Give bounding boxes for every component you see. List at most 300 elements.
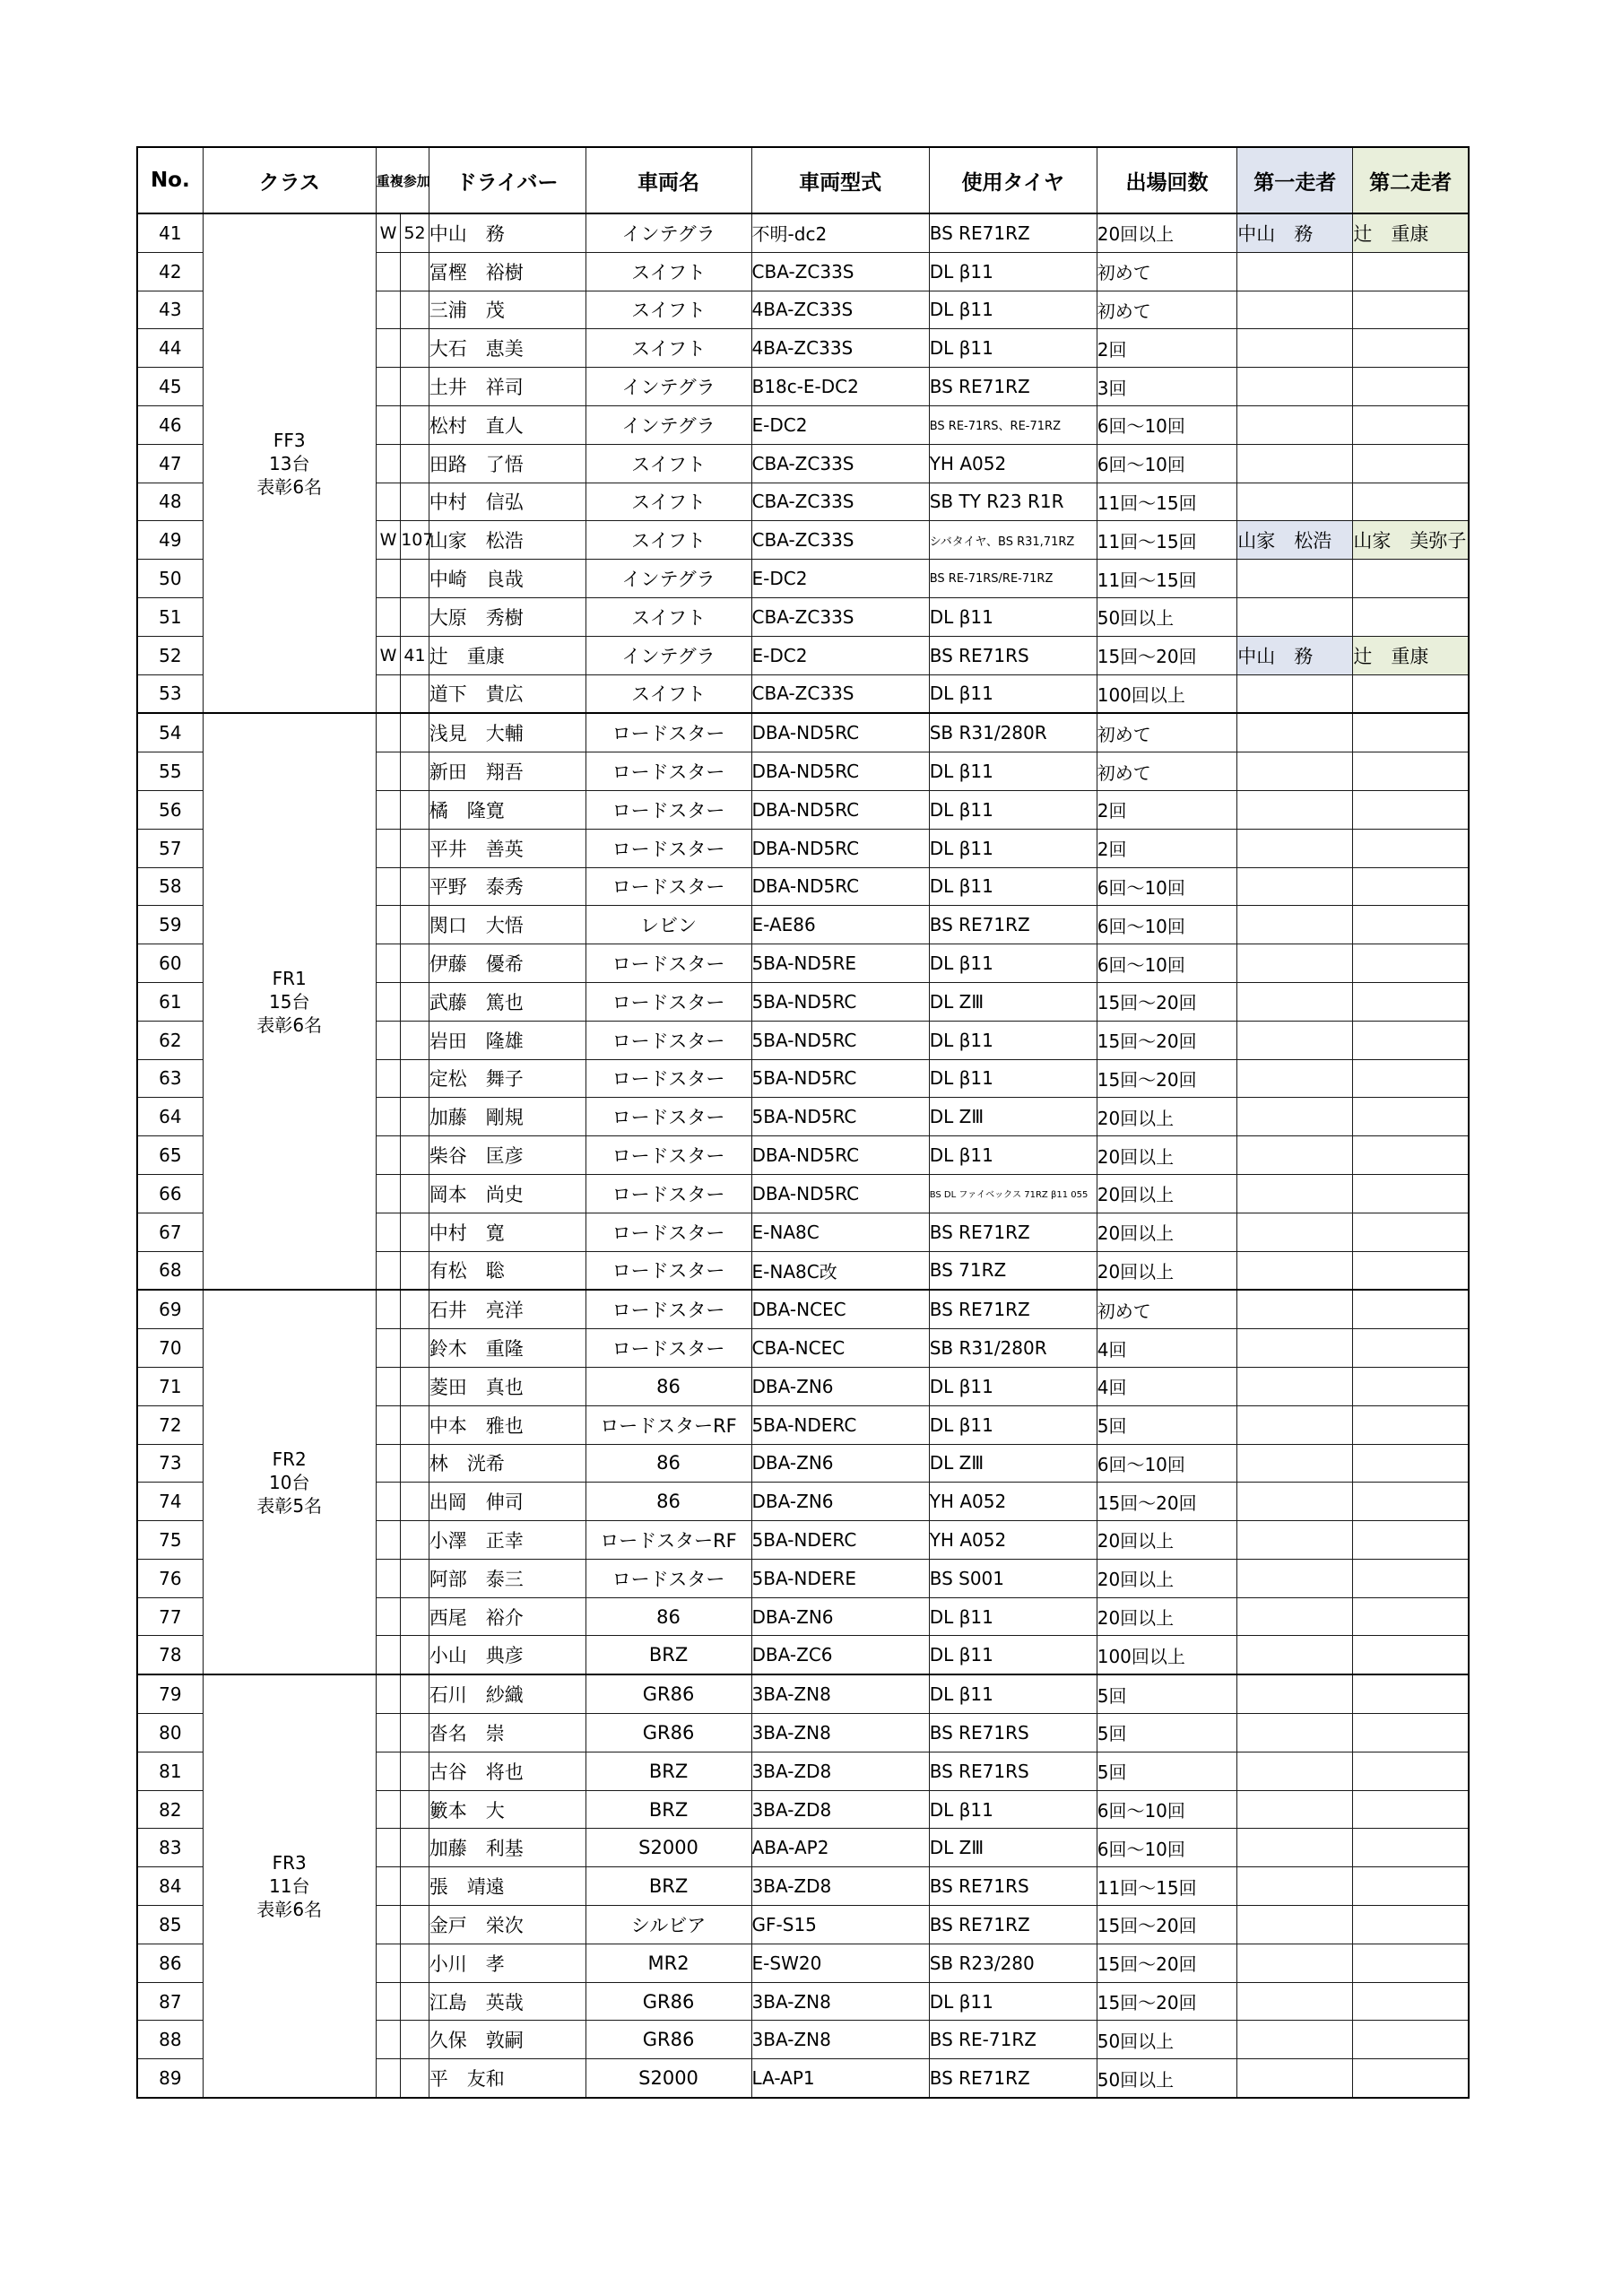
- duplicate-flag-cell: [376, 1597, 400, 1636]
- tire-cell: DL β11: [929, 944, 1097, 983]
- entry-number-cell: 80: [137, 1714, 203, 1752]
- driver-name-cell: 中本 雅也: [429, 1405, 585, 1444]
- entry-number-cell: 88: [137, 2021, 203, 2059]
- second-runner-cell: [1353, 752, 1469, 791]
- entry-count-cell: 15回～20回: [1097, 982, 1237, 1021]
- entry-number-cell: 62: [137, 1021, 203, 1059]
- first-runner-cell: [1237, 674, 1353, 713]
- driver-name-cell: 大原 秀樹: [429, 597, 585, 636]
- duplicate-number-cell: [401, 752, 429, 791]
- entry-number-cell: 41: [137, 213, 203, 252]
- tire-cell: BS RE71RS: [929, 1867, 1097, 1906]
- car-model-cell: 5BA-ND5RC: [751, 982, 929, 1021]
- class-line: FR3: [272, 1852, 307, 1874]
- duplicate-flag-cell: [376, 1021, 400, 1059]
- second-runner-cell: [1353, 867, 1469, 906]
- car-model-cell: 3BA-ZD8: [751, 1752, 929, 1790]
- car-model-cell: DBA-ZN6: [751, 1444, 929, 1483]
- first-runner-cell: [1237, 1405, 1353, 1444]
- driver-name-cell: 金戸 栄次: [429, 1906, 585, 1944]
- driver-name-cell: 出岡 伸司: [429, 1483, 585, 1521]
- first-runner-cell: [1237, 483, 1353, 521]
- car-name-cell: ロードスター: [585, 1290, 751, 1328]
- entry-count-cell: 20回以上: [1097, 1174, 1237, 1213]
- entry-count-cell: 5回: [1097, 1674, 1237, 1713]
- car-name-cell: 86: [585, 1597, 751, 1636]
- duplicate-number-cell: [401, 1329, 429, 1368]
- car-model-cell: 5BA-NDERC: [751, 1405, 929, 1444]
- car-name-cell: スイフト: [585, 329, 751, 368]
- first-runner-cell: [1237, 1674, 1353, 1713]
- entry-number-cell: 86: [137, 1944, 203, 1982]
- duplicate-flag-cell: [376, 1444, 400, 1483]
- first-runner-cell: [1237, 1521, 1353, 1560]
- entry-number-cell: 70: [137, 1329, 203, 1368]
- car-name-cell: GR86: [585, 2021, 751, 2059]
- tire-cell: BS RE-71RS/RE-71RZ: [929, 560, 1097, 598]
- duplicate-flag-cell: [376, 944, 400, 983]
- first-runner-cell: [1237, 1752, 1353, 1790]
- entry-count-cell: 11回～15回: [1097, 560, 1237, 598]
- driver-name-cell: 田路 了悟: [429, 444, 585, 483]
- second-runner-cell: [1353, 1213, 1469, 1251]
- first-runner-cell: [1237, 1213, 1353, 1251]
- entry-count-cell: 50回以上: [1097, 597, 1237, 636]
- class-line: 表彰6名: [256, 1013, 323, 1036]
- duplicate-flag-cell: [376, 674, 400, 713]
- duplicate-flag-cell: W: [376, 521, 400, 560]
- duplicate-number-cell: [401, 2059, 429, 2098]
- driver-name-cell: 籔本 大: [429, 1790, 585, 1829]
- header-first-runner: 第一走者: [1237, 147, 1353, 213]
- car-name-cell: ロードスター: [585, 1213, 751, 1251]
- duplicate-flag-cell: [376, 1098, 400, 1136]
- entry-count-cell: 3回: [1097, 368, 1237, 406]
- duplicate-number-cell: [401, 1597, 429, 1636]
- entry-number-cell: 61: [137, 982, 203, 1021]
- driver-name-cell: 辻 重康: [429, 636, 585, 674]
- class-cell: [203, 213, 376, 713]
- car-model-cell: CBA-ZC33S: [751, 483, 929, 521]
- duplicate-flag-cell: [376, 1059, 400, 1098]
- driver-name-cell: 三浦 茂: [429, 291, 585, 329]
- duplicate-flag-cell: [376, 2021, 400, 2059]
- entry-count-cell: 20回以上: [1097, 1136, 1237, 1175]
- entry-number-cell: 81: [137, 1752, 203, 1790]
- car-model-cell: DBA-ND5RC: [751, 752, 929, 791]
- tire-cell: DL β11: [929, 252, 1097, 291]
- first-runner-cell: [1237, 1174, 1353, 1213]
- car-model-cell: 3BA-ZN8: [751, 1982, 929, 2021]
- tire-cell: DL β11: [929, 1367, 1097, 1405]
- driver-name-cell: 石川 紗織: [429, 1674, 585, 1713]
- entry-number-cell: 67: [137, 1213, 203, 1251]
- car-name-cell: ロードスター: [585, 713, 751, 752]
- tire-cell: DL ZⅢ: [929, 1444, 1097, 1483]
- car-name-cell: インテグラ: [585, 368, 751, 406]
- second-runner-cell: [1353, 906, 1469, 944]
- second-runner-cell: [1353, 1752, 1469, 1790]
- car-name-cell: スイフト: [585, 521, 751, 560]
- entry-count-cell: 2回: [1097, 329, 1237, 368]
- first-runner-cell: [1237, 1098, 1353, 1136]
- entry-number-cell: 68: [137, 1251, 203, 1290]
- first-runner-cell: [1237, 1290, 1353, 1328]
- second-runner-cell: [1353, 674, 1469, 713]
- duplicate-number-cell: [401, 944, 429, 983]
- duplicate-number-cell: [401, 1290, 429, 1328]
- first-runner-cell: [1237, 252, 1353, 291]
- entry-count-cell: 2回: [1097, 829, 1237, 867]
- duplicate-number-cell: [401, 1521, 429, 1560]
- car-model-cell: 4BA-ZC33S: [751, 329, 929, 368]
- entry-number-cell: 64: [137, 1098, 203, 1136]
- second-runner-cell: [1353, 1829, 1469, 1867]
- car-name-cell: ロードスター: [585, 1098, 751, 1136]
- duplicate-flag-cell: [376, 790, 400, 829]
- second-runner-cell: [1353, 1714, 1469, 1752]
- duplicate-number-cell: [401, 1136, 429, 1175]
- duplicate-number-cell: [401, 1982, 429, 2021]
- tire-cell: BS S001: [929, 1559, 1097, 1597]
- entry-number-cell: 73: [137, 1444, 203, 1483]
- tire-cell: SB R31/280R: [929, 1329, 1097, 1368]
- driver-name-cell: 平野 泰秀: [429, 867, 585, 906]
- duplicate-number-cell: [401, 560, 429, 598]
- car-name-cell: 86: [585, 1444, 751, 1483]
- class-cell: [203, 713, 376, 1290]
- duplicate-flag-cell: [376, 1636, 400, 1674]
- duplicate-flag-cell: [376, 1213, 400, 1251]
- duplicate-number-cell: [401, 252, 429, 291]
- duplicate-flag-cell: [376, 1674, 400, 1713]
- header-driver: ドライバー: [429, 147, 585, 213]
- driver-name-cell: 沓名 崇: [429, 1714, 585, 1752]
- second-runner-cell: [1353, 944, 1469, 983]
- tire-cell: DL β11: [929, 1982, 1097, 2021]
- entry-number-cell: 45: [137, 368, 203, 406]
- duplicate-number-cell: [401, 1714, 429, 1752]
- car-model-cell: 3BA-ZD8: [751, 1790, 929, 1829]
- car-model-cell: 4BA-ZC33S: [751, 291, 929, 329]
- driver-name-cell: 中山 務: [429, 213, 585, 252]
- first-runner-cell: [1237, 1597, 1353, 1636]
- driver-name-cell: 関口 大悟: [429, 906, 585, 944]
- tire-cell: BS RE71RZ: [929, 1213, 1097, 1251]
- first-runner-cell: [1237, 1329, 1353, 1368]
- car-model-cell: CBA-ZC33S: [751, 521, 929, 560]
- driver-name-cell: 平井 善英: [429, 829, 585, 867]
- entry-count-cell: 6回～10回: [1097, 405, 1237, 444]
- car-model-cell: DBA-ZC6: [751, 1636, 929, 1674]
- second-runner-cell: [1353, 1251, 1469, 1290]
- car-model-cell: 不明-dc2: [751, 213, 929, 252]
- car-name-cell: スイフト: [585, 252, 751, 291]
- duplicate-flag-cell: [376, 1329, 400, 1368]
- tire-cell: SB R23/280: [929, 1944, 1097, 1982]
- driver-name-cell: 阿部 泰三: [429, 1559, 585, 1597]
- header-car-name: 車両名: [585, 147, 751, 213]
- tire-cell: DL β11: [929, 1636, 1097, 1674]
- duplicate-number-cell: [401, 1636, 429, 1674]
- second-runner-cell: [1353, 1521, 1469, 1560]
- car-name-cell: インテグラ: [585, 560, 751, 598]
- driver-name-cell: 張 靖遠: [429, 1867, 585, 1906]
- duplicate-flag-cell: [376, 291, 400, 329]
- second-runner-cell: [1353, 1483, 1469, 1521]
- tire-cell: DL β11: [929, 674, 1097, 713]
- duplicate-number-cell: [401, 790, 429, 829]
- car-model-cell: DBA-ND5RC: [751, 1136, 929, 1175]
- driver-name-cell: 古谷 将也: [429, 1752, 585, 1790]
- tire-cell: YH A052: [929, 1521, 1097, 1560]
- entry-count-cell: 20回以上: [1097, 213, 1237, 252]
- car-name-cell: 86: [585, 1483, 751, 1521]
- entry-number-cell: 75: [137, 1521, 203, 1560]
- car-model-cell: DBA-ND5RC: [751, 867, 929, 906]
- entry-count-cell: 15回～20回: [1097, 1059, 1237, 1098]
- first-runner-cell: [1237, 1021, 1353, 1059]
- second-runner-cell: 辻 重康: [1353, 636, 1469, 674]
- driver-name-cell: 林 洸希: [429, 1444, 585, 1483]
- entry-count-cell: 20回以上: [1097, 1213, 1237, 1251]
- duplicate-number-cell: [401, 444, 429, 483]
- duplicate-number-cell: [401, 1752, 429, 1790]
- driver-name-cell: 平 友和: [429, 2059, 585, 2098]
- entry-number-cell: 43: [137, 291, 203, 329]
- entry-count-cell: 20回以上: [1097, 1559, 1237, 1597]
- entry-number-cell: 59: [137, 906, 203, 944]
- tire-cell: シバタイヤ、BS R31,71RZ: [929, 521, 1097, 560]
- car-model-cell: E-DC2: [751, 560, 929, 598]
- car-name-cell: ロードスター: [585, 752, 751, 791]
- driver-name-cell: 大石 恵美: [429, 329, 585, 368]
- driver-name-cell: 土井 祥司: [429, 368, 585, 406]
- duplicate-number-cell: [401, 1405, 429, 1444]
- car-model-cell: CBA-ZC33S: [751, 674, 929, 713]
- duplicate-number-cell: [401, 1559, 429, 1597]
- duplicate-flag-cell: [376, 1752, 400, 1790]
- entry-number-cell: 58: [137, 867, 203, 906]
- duplicate-number-cell: [401, 906, 429, 944]
- duplicate-number-cell: [401, 291, 429, 329]
- first-runner-cell: [1237, 1367, 1353, 1405]
- entry-number-cell: 47: [137, 444, 203, 483]
- car-name-cell: ロードスターRF: [585, 1405, 751, 1444]
- entry-count-cell: 15回～20回: [1097, 1483, 1237, 1521]
- entry-count-cell: 4回: [1097, 1329, 1237, 1368]
- driver-name-cell: 有松 聡: [429, 1251, 585, 1290]
- second-runner-cell: [1353, 982, 1469, 1021]
- duplicate-flag-cell: [376, 1714, 400, 1752]
- car-model-cell: 5BA-ND5RC: [751, 1098, 929, 1136]
- first-runner-cell: [1237, 444, 1353, 483]
- entry-count-cell: 5回: [1097, 1752, 1237, 1790]
- duplicate-flag-cell: W: [376, 636, 400, 674]
- entry-count-cell: 6回～10回: [1097, 867, 1237, 906]
- car-name-cell: 86: [585, 1367, 751, 1405]
- entry-count-cell: 11回～15回: [1097, 521, 1237, 560]
- driver-name-cell: 小澤 正幸: [429, 1521, 585, 1560]
- duplicate-number-cell: [401, 1098, 429, 1136]
- entry-count-cell: 5回: [1097, 1714, 1237, 1752]
- duplicate-flag-cell: [376, 752, 400, 791]
- car-model-cell: DBA-ND5RC: [751, 713, 929, 752]
- duplicate-flag-cell: [376, 1829, 400, 1867]
- car-name-cell: スイフト: [585, 483, 751, 521]
- class-cell: [203, 1290, 376, 1674]
- car-model-cell: 3BA-ZN8: [751, 1674, 929, 1713]
- driver-name-cell: 定松 舞子: [429, 1059, 585, 1098]
- driver-name-cell: 浅見 大輔: [429, 713, 585, 752]
- duplicate-flag-cell: [376, 368, 400, 406]
- car-name-cell: MR2: [585, 1944, 751, 1982]
- entry-number-cell: 44: [137, 329, 203, 368]
- duplicate-flag-cell: [376, 252, 400, 291]
- duplicate-flag-cell: [376, 1521, 400, 1560]
- entry-count-cell: 11回～15回: [1097, 1867, 1237, 1906]
- tire-cell: DL β11: [929, 829, 1097, 867]
- entry-number-cell: 82: [137, 1790, 203, 1829]
- entry-number-cell: 48: [137, 483, 203, 521]
- second-runner-cell: [1353, 1405, 1469, 1444]
- tire-cell: DL β11: [929, 291, 1097, 329]
- second-runner-cell: [1353, 1367, 1469, 1405]
- driver-name-cell: 中崎 良哉: [429, 560, 585, 598]
- header-duplicate-entry: 重複参加: [376, 147, 429, 213]
- duplicate-flag-cell: [376, 1174, 400, 1213]
- duplicate-number-cell: [401, 829, 429, 867]
- car-model-cell: E-DC2: [751, 636, 929, 674]
- duplicate-flag-cell: [376, 1982, 400, 2021]
- class-line: 表彰5名: [256, 1494, 323, 1517]
- second-runner-cell: [1353, 1444, 1469, 1483]
- duplicate-number-cell: [401, 674, 429, 713]
- class-line: 10台: [269, 1471, 310, 1493]
- second-runner-cell: [1353, 1559, 1469, 1597]
- tire-cell: DL β11: [929, 1674, 1097, 1713]
- duplicate-number-cell: [401, 867, 429, 906]
- car-name-cell: BRZ: [585, 1752, 751, 1790]
- second-runner-cell: [1353, 1098, 1469, 1136]
- duplicate-number-cell: [401, 1906, 429, 1944]
- tire-cell: BS RE71RS: [929, 1752, 1097, 1790]
- duplicate-number-cell: [401, 1174, 429, 1213]
- header-second-runner: 第二走者: [1353, 147, 1469, 213]
- first-runner-cell: 中山 務: [1237, 213, 1353, 252]
- header-tire: 使用タイヤ: [929, 147, 1097, 213]
- duplicate-flag-cell: [376, 906, 400, 944]
- driver-name-cell: 石井 亮洋: [429, 1290, 585, 1328]
- second-runner-cell: 山家 美弥子: [1353, 521, 1469, 560]
- first-runner-cell: [1237, 790, 1353, 829]
- duplicate-flag-cell: [376, 2059, 400, 2098]
- tire-cell: BS RE71RS: [929, 636, 1097, 674]
- second-runner-cell: [1353, 2021, 1469, 2059]
- entry-number-cell: 49: [137, 521, 203, 560]
- duplicate-flag-cell: [376, 713, 400, 752]
- entry-number-cell: 57: [137, 829, 203, 867]
- car-model-cell: E-NA8C: [751, 1213, 929, 1251]
- entry-number-cell: 55: [137, 752, 203, 791]
- entry-count-cell: 6回～10回: [1097, 444, 1237, 483]
- duplicate-flag-cell: [376, 1906, 400, 1944]
- car-name-cell: ロードスターRF: [585, 1521, 751, 1560]
- duplicate-number-cell: 107: [401, 521, 429, 560]
- car-model-cell: E-NA8C改: [751, 1251, 929, 1290]
- first-runner-cell: [1237, 982, 1353, 1021]
- entry-count-cell: 20回以上: [1097, 1597, 1237, 1636]
- car-model-cell: GF-S15: [751, 1906, 929, 1944]
- car-model-cell: E-AE86: [751, 906, 929, 944]
- duplicate-number-cell: [401, 1021, 429, 1059]
- car-model-cell: DBA-ND5RC: [751, 790, 929, 829]
- class-line: 11台: [269, 1875, 310, 1898]
- entry-count-cell: 初めて: [1097, 713, 1237, 752]
- car-name-cell: ロードスター: [585, 1251, 751, 1290]
- duplicate-number-cell: 41: [401, 636, 429, 674]
- car-model-cell: 3BA-ZN8: [751, 1714, 929, 1752]
- second-runner-cell: [1353, 790, 1469, 829]
- class-line: 15台: [269, 990, 310, 1013]
- driver-name-cell: 岩田 隆雄: [429, 1021, 585, 1059]
- duplicate-number-cell: [401, 1790, 429, 1829]
- car-model-cell: 3BA-ZN8: [751, 2021, 929, 2059]
- entry-list-table: [136, 146, 1470, 2099]
- duplicate-flag-cell: [376, 329, 400, 368]
- second-runner-cell: [1353, 1674, 1469, 1713]
- car-name-cell: スイフト: [585, 674, 751, 713]
- first-runner-cell: [1237, 1251, 1353, 1290]
- car-name-cell: インテグラ: [585, 405, 751, 444]
- first-runner-cell: [1237, 713, 1353, 752]
- entry-count-cell: 20回以上: [1097, 1251, 1237, 1290]
- driver-name-cell: 冨樫 裕樹: [429, 252, 585, 291]
- entry-count-cell: 6回～10回: [1097, 944, 1237, 983]
- table-row: [137, 713, 1469, 752]
- car-model-cell: B18c-E-DC2: [751, 368, 929, 406]
- entry-number-cell: 53: [137, 674, 203, 713]
- first-runner-cell: [1237, 1059, 1353, 1098]
- entry-number-cell: 50: [137, 560, 203, 598]
- first-runner-cell: [1237, 1483, 1353, 1521]
- car-name-cell: ロードスター: [585, 1559, 751, 1597]
- entry-count-cell: 初めて: [1097, 291, 1237, 329]
- entry-number-cell: 79: [137, 1674, 203, 1713]
- car-name-cell: BRZ: [585, 1790, 751, 1829]
- car-model-cell: ABA-AP2: [751, 1829, 929, 1867]
- class-cell: [203, 1674, 376, 2098]
- tire-cell: SB TY R23 R1R: [929, 483, 1097, 521]
- car-name-cell: ロードスター: [585, 1059, 751, 1098]
- tire-cell: BS RE71RZ: [929, 1290, 1097, 1328]
- second-runner-cell: [1353, 444, 1469, 483]
- entry-number-cell: 71: [137, 1367, 203, 1405]
- car-name-cell: S2000: [585, 2059, 751, 2098]
- tire-cell: BS DL ファイベックス 71RZ β11 055: [929, 1174, 1097, 1213]
- car-model-cell: DBA-ND5RC: [751, 1174, 929, 1213]
- car-name-cell: BRZ: [585, 1867, 751, 1906]
- tire-cell: SB R31/280R: [929, 713, 1097, 752]
- header-no: No.: [137, 147, 203, 213]
- tire-cell: YH A052: [929, 1483, 1097, 1521]
- driver-name-cell: 中村 寛: [429, 1213, 585, 1251]
- car-model-cell: 5BA-NDERC: [751, 1521, 929, 1560]
- first-runner-cell: [1237, 944, 1353, 983]
- duplicate-flag-cell: [376, 1483, 400, 1521]
- table-row: [137, 1290, 1469, 1328]
- car-model-cell: LA-AP1: [751, 2059, 929, 2098]
